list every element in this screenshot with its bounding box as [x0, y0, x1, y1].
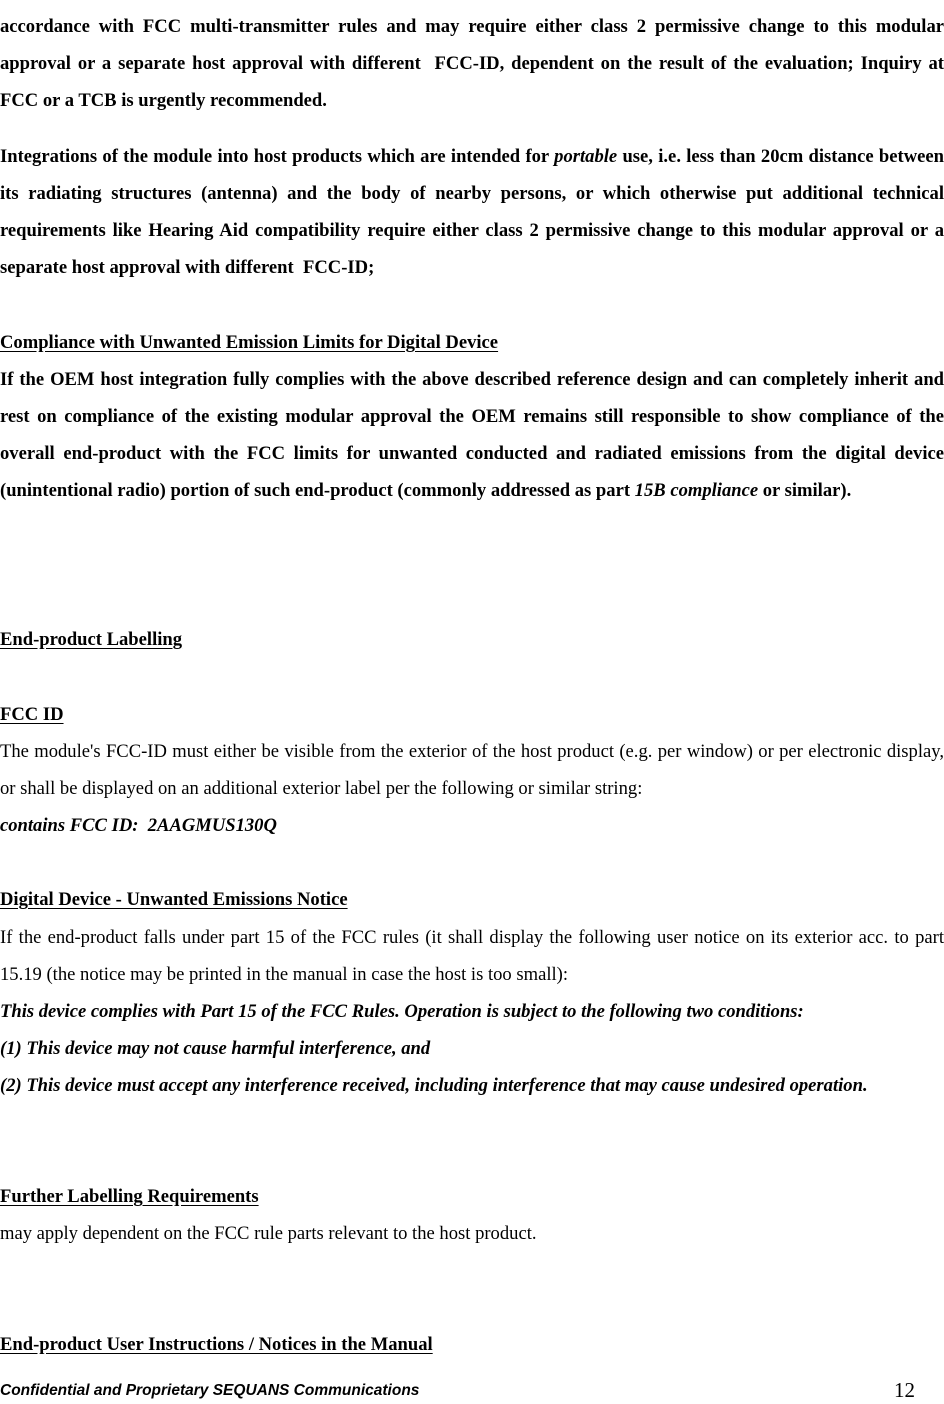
heading-fcc-id: FCC ID — [0, 704, 64, 725]
heading-user-instructions-manual: End-product User Instructions / Notices in the Manual — [0, 1334, 433, 1355]
heading-further-labelling: Further Labelling Requirements — [0, 1186, 259, 1207]
paragraph-portable-use — [0, 138, 944, 286]
heading-compliance-unwanted-emission: Compliance with Unwanted Emission Limits for Digital Device — [0, 332, 499, 353]
paragraph-oem-pre: If the OEM host integration fully complies with the above described reference design and can completely inherit and rest on compliance of the existing modular approval the OEM remains still responsible to show compliance of the overall end-product with the FCC limits for unwanted conducted and radiated emissions from the digital device (unintentional radio) portion of such end-product (commonly addressed as part — [0, 369, 944, 501]
heading-digital-device-notice: Digital Device - Unwanted Emissions Notice — [0, 889, 348, 910]
notice-line-3: (2) This device must accept any interference received, including interference that may cause undesired operation. — [0, 1075, 868, 1096]
15b-compliance-emphasis: 15B compliance — [634, 480, 759, 501]
paragraph-fcc-id-visibility: The module's FCC-ID must either be visible from the exterior of the host product (e.g. per window) or per electronic display, or shall be displayed on an additional exterior label per the following or similar string: — [0, 741, 944, 799]
paragraph-multi-transmitter: accordance with FCC multi-transmitter rules and may require either class 2 permissive change to this modular approval or a separate host approval with different FCC-ID, dependent on the result of the evaluation; Inquiry at FCC or a TCB is urgently recommended. — [0, 16, 944, 111]
page-number: 12 — [894, 1378, 915, 1402]
paragraph-part-15-notice: If the end-product falls under part 15 of the FCC rules (it shall display the following user notice on its exterior acc. to part 15.19 (the notice may be printed in the manual in case the host is too small): — [0, 927, 944, 985]
paragraph-oem-post: or similar). — [758, 480, 852, 501]
paragraph-oem-host-integration — [0, 361, 944, 509]
paragraph-portable-pre: Integrations of the module into host products which are intended for — [0, 146, 555, 167]
notice-line-1: This device complies with Part 15 of the FCC Rules. Operation is subject to the following two conditions: — [0, 1001, 804, 1022]
portable-emphasis: portable — [554, 146, 618, 167]
notice-line-2: (1) This device may not cause harmful interference, and — [0, 1038, 431, 1059]
paragraph-portable-post: use, i.e. less than 20cm distance between its radiating structures (antenna) and the body of nearby persons, or which otherwise put additional technical requirements like Hearing Aid compatibility require either class 2 permissive change to this modular approval or a separate host approval with different FCC-ID; — [0, 146, 944, 278]
fcc-id-label-string: contains FCC ID: 2AAGMUS130Q — [0, 815, 277, 836]
paragraph-further-labelling: may apply dependent on the FCC rule parts relevant to the host product. — [0, 1223, 537, 1244]
heading-end-product-labelling: End-product Labelling — [0, 629, 183, 650]
footer-confidential: Confidential and Proprietary SEQUANS Communications — [0, 1382, 420, 1399]
